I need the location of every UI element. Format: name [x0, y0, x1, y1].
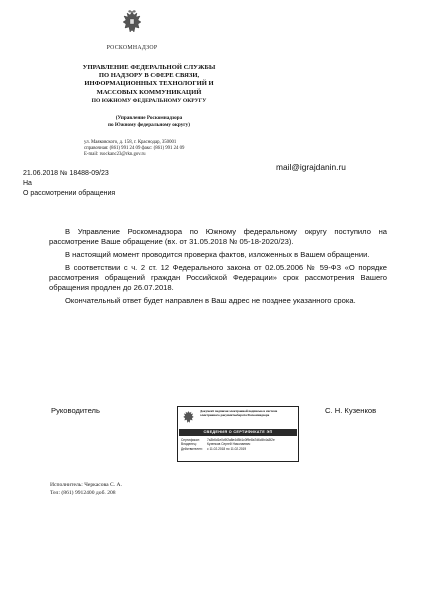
registration-number: 21.06.2018 № 18488-09/23: [23, 170, 109, 177]
agency-line: ИНФОРМАЦИОННЫХ ТЕХНОЛОГИЙ И: [84, 80, 214, 88]
reference-label: На: [23, 180, 32, 187]
email-line: E-mail: rsockanc23@rkn.gov.ru: [84, 152, 146, 157]
e-signature-stamp: [177, 406, 299, 462]
agency-line: УПРАВЛЕНИЕ ФЕДЕРАЛЬНОЙ СЛУЖБЫ: [82, 64, 216, 71]
stamp-title: Документ подписан электронной подписью в системе электронного документооборота Роскомнадзора: [200, 409, 278, 417]
stamp-row-key: Действителен:: [181, 446, 203, 451]
stamp-row-value: с 11.02.2018 по 11.02.2019: [207, 446, 247, 451]
executor-name: Исполнитель: Черкасова С. А.: [50, 482, 122, 488]
body-paragraph: В соответствии с ч. 2 ст. 12 Федерального закона от 02.05.2006 № 59-ФЗ «О порядке рассмотрения обращений граждан Российской Федерации» срок рассмотрения Вашего обращения продлен до 26.07.2018.: [49, 263, 387, 292]
letter-body: [49, 227, 387, 309]
executor-info: [50, 481, 122, 497]
executor-phone: Тел: (861) 9912400 доб. 208: [50, 490, 116, 496]
agency-branch-line: (Управление Роскомнадзора: [115, 115, 183, 121]
letter-subject: О рассмотрении обращения: [23, 190, 116, 197]
signatory-role: Руководитель: [51, 406, 100, 415]
body-paragraph: Окончательный ответ будет направлен в Ваш адрес не позднее указанного срока.: [65, 296, 356, 305]
coat-of-arms-icon: [121, 10, 143, 36]
coat-of-arms-icon: [182, 410, 195, 425]
recipient-email: mail@igrajdanin.ru: [276, 162, 346, 172]
agency-line: ПО НАДЗОРУ В СФЕРЕ СВЯЗИ,: [98, 72, 200, 80]
stamp-row: [181, 447, 297, 451]
stamp-row-value: Кузенков Сергей Николаевич: [207, 442, 251, 447]
agency-line: ПО ЮЖНОМУ ФЕДЕРАЛЬНОМУ ОКРУГУ: [91, 97, 207, 104]
agency-short-name: РОСКОМНАДЗОР: [106, 45, 158, 51]
agency-full-name: [34, 64, 264, 105]
agency-address: [84, 140, 234, 158]
stamp-row-key: Сертификат:: [181, 438, 200, 442]
signatory-name: С. Н. Кузенков: [325, 406, 377, 415]
body-paragraph: В Управление Роскомнадзора по Южному федеральному округу поступило на рассмотрение Ваше обращение (вх. от 31.05.2018 № 05-18-2020/23).: [49, 227, 387, 246]
agency-branch-line: по Южному федеральному округу): [108, 122, 190, 128]
body-paragraph: В настоящий момент проводится проверка фактов, изложенных в Вашем обращении.: [65, 250, 370, 259]
stamp-row-value: 7a3b6d1e0c9f2a8e4d5b1c0f9e8a7d6c5b4a3f2e: [207, 438, 275, 442]
agency-line: МАССОВЫХ КОММУНИКАЦИЙ: [96, 88, 202, 96]
phone-line: справочная: (861) 991 24 09 факс: (861) 991 24 09: [84, 146, 185, 151]
stamp-details: [181, 438, 297, 451]
stamp-header-bar: СВЕДЕНИЯ О СЕРТИФИКАТЕ ЭП: [179, 429, 297, 436]
agency-branch: [34, 115, 264, 129]
address-line: ул. Маяковского, д. 158, г. Краснодар, 350001: [84, 140, 177, 145]
stamp-row-key: Владелец:: [181, 442, 197, 447]
